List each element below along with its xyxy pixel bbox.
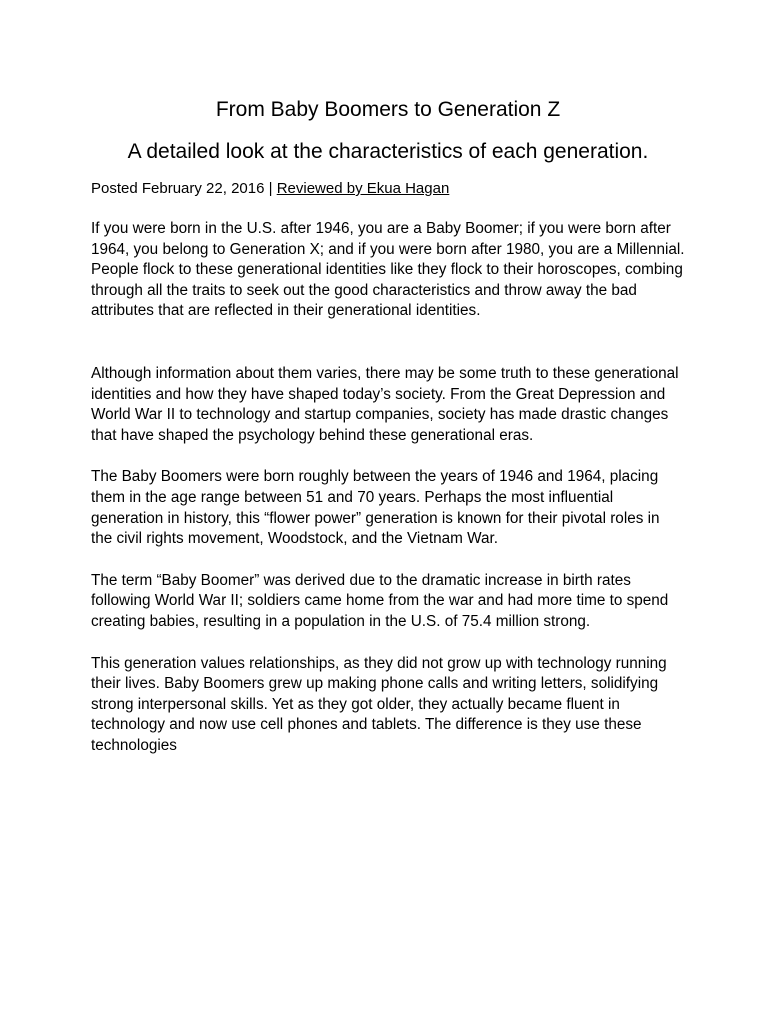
document-page <box>91 96 685 777</box>
paragraph: Although information about them varies, there may be some truth to these generational identities and how they have shaped today’s society. From the Great Depression and World War II to technology and startup companies, society has made drastic changes that have shaped the psychology behind these generational eras. <box>91 364 679 444</box>
post-meta <box>91 179 685 199</box>
paragraph: If you were born in the U.S. after 1946, you are a Baby Boomer; if you were born after 1964, you belong to Generation X; and if you were born after 1980, you are a Millennial. People flock to these generational identities like they flock to their horoscopes, combing through all the traits to seek out the good characteristics and throw away the bad attributes that are reflected in their generational identities. <box>91 220 685 320</box>
paragraph: The term “Baby Boomer” was derived due to the dramatic increase in birth rates following World War II; soldiers came home from the war and had more time to spend creating babies, resulting in a population in the U.S. of 75.4 million strong. <box>91 571 669 630</box>
paragraph: The Baby Boomers were born roughly between the years of 1946 and 1964, placing them in the age range between 51 and 70 years. Perhaps the most influential generation in history, this “flower power” generation is known for their pivotal roles in the civil rights movement, Woodstock, and the Vietnam War. <box>91 468 660 548</box>
document-title: From Baby Boomers to Generation Z <box>215 98 561 121</box>
document-subtitle: A detailed look at the characteristics of each generation. <box>127 140 649 163</box>
paragraph: This generation values relationships, as they did not grow up with technology running their lives. Baby Boomers grew up making phone calls and writing letters, solidifying strong interpersonal skills. Yet as they got older, they actually became fluent in technology and now use cell phones and tablets. The difference is they use these technologies <box>91 654 667 754</box>
posted-date: Posted February 22, 2016 | <box>91 180 277 197</box>
reviewer-link[interactable]: Reviewed by Ekua Hagan <box>276 180 450 197</box>
